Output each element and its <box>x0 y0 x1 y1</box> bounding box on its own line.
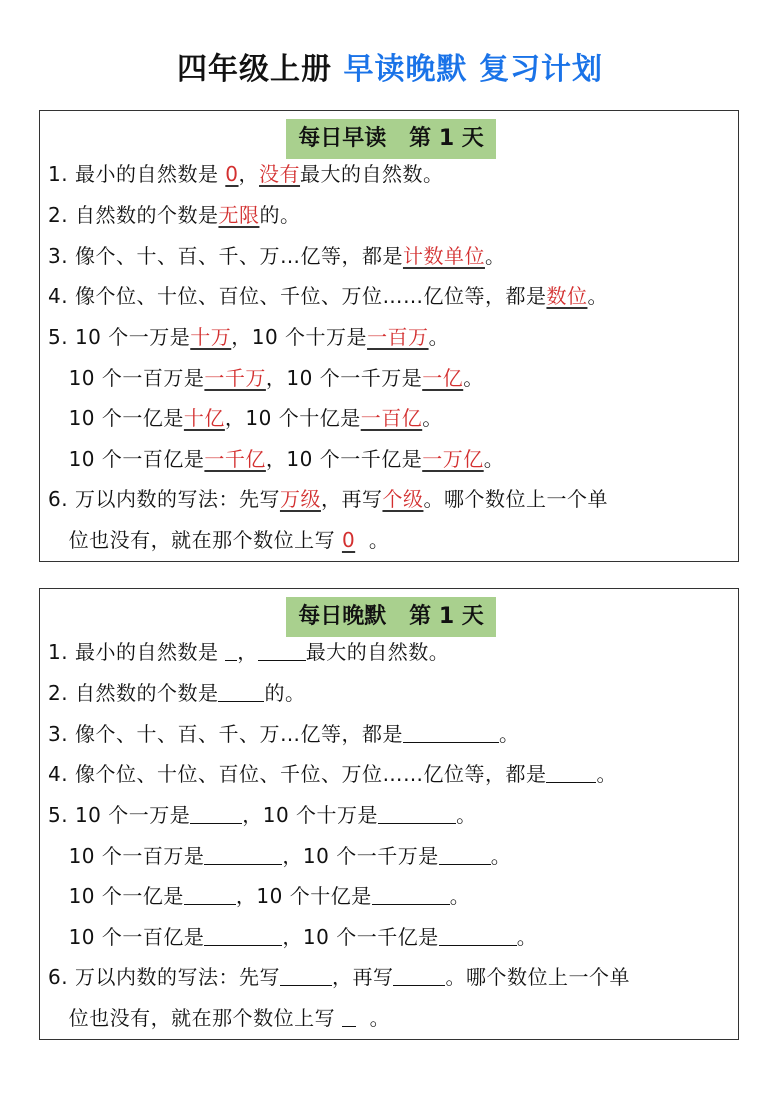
answer: 无限 <box>218 203 260 227</box>
evening-line-8 <box>48 922 537 952</box>
text: 4. 像个位、十位、百位、千位、万位……亿位等，都是 <box>48 762 547 786</box>
text: 。哪个数位上一个单 <box>423 487 608 511</box>
text: 10 个一百万是 <box>48 366 205 390</box>
morning-line-10 <box>48 525 389 555</box>
text: ，10 个十亿是 <box>224 406 361 430</box>
text: ，10 个一千万是 <box>282 844 439 868</box>
blank[interactable] <box>403 720 499 743</box>
text: 。 <box>490 844 512 868</box>
text: 。 <box>463 366 484 390</box>
blank[interactable] <box>342 1004 356 1027</box>
text: 3. 像个、十、百、千、万…亿等，都是 <box>48 244 403 268</box>
text: ，再写 <box>331 965 394 989</box>
text: 。 <box>484 244 506 268</box>
text: ， <box>237 640 258 664</box>
evening-line-6 <box>48 841 511 871</box>
text: 位也没有，就在那个数位上写 <box>48 528 342 552</box>
text: ，10 个一千亿是 <box>265 447 423 471</box>
blank[interactable] <box>258 638 306 661</box>
morning-line-3 <box>48 241 505 271</box>
evening-line-2 <box>48 678 305 708</box>
answer: 一百亿 <box>360 406 423 430</box>
answer: 没有 <box>259 162 301 186</box>
blank[interactable] <box>184 882 236 905</box>
blank[interactable] <box>372 882 450 905</box>
answer: 数位 <box>546 284 588 308</box>
text: ，10 个十万是 <box>242 803 379 827</box>
text: 。 <box>596 762 617 786</box>
blank[interactable] <box>218 679 264 702</box>
evening-line-1 <box>48 637 449 667</box>
text: 1. 最小的自然数是 <box>48 162 226 186</box>
text: ，10 个十万是 <box>231 325 368 349</box>
blank[interactable] <box>439 923 517 946</box>
morning-line-9 <box>48 484 608 514</box>
answer: 一百万 <box>367 325 429 349</box>
evening-line-7 <box>48 881 470 911</box>
text: 2. 自然数的个数是 <box>48 681 219 705</box>
text: 。 <box>428 325 450 349</box>
blank[interactable] <box>546 760 596 783</box>
text: 。 <box>587 284 608 308</box>
text: ，再写 <box>320 487 383 511</box>
morning-line-6 <box>48 363 484 393</box>
blank[interactable] <box>190 801 242 824</box>
blank[interactable] <box>225 638 237 661</box>
text: 10 个一百万是 <box>48 844 205 868</box>
text: ，10 个十亿是 <box>235 884 372 908</box>
evening-line-5 <box>48 800 477 830</box>
morning-line-8 <box>48 444 504 474</box>
evening-line-4 <box>48 759 617 789</box>
text: 1. 最小的自然数是 <box>48 640 226 664</box>
title-grade: 四年级上册 <box>177 52 344 87</box>
text: ，10 个一千亿是 <box>282 925 439 949</box>
text: 最大的自然数。 <box>305 640 450 664</box>
evening-dictation-box <box>39 588 739 1040</box>
text: 10 个一百亿是 <box>48 925 205 949</box>
text: 。 <box>422 406 443 430</box>
evening-heading: 每日晚默 第 1 天 <box>286 597 496 637</box>
morning-heading: 每日早读 第 1 天 <box>286 119 496 159</box>
evening-line-3 <box>48 719 519 749</box>
text: 。 <box>483 447 505 471</box>
text: ， <box>238 162 260 186</box>
text: 。 <box>355 1006 391 1030</box>
answer: 万级 <box>279 487 321 511</box>
text: 最大的自然数。 <box>300 162 444 186</box>
text: 10 个一百亿是 <box>48 447 205 471</box>
text: 10 个一亿是 <box>48 406 184 430</box>
blank[interactable] <box>393 963 445 986</box>
text: 。 <box>498 722 520 746</box>
text: 3. 像个、十、百、千、万…亿等，都是 <box>48 722 403 746</box>
title-plan: 早读晚默 复习计划 <box>343 52 603 87</box>
text: 2. 自然数的个数是 <box>48 203 219 227</box>
blank[interactable] <box>378 801 456 824</box>
text: 6. 万以内数的写法：先写 <box>48 965 280 989</box>
text: 4. 像个位、十位、百位、千位、万位……亿位等，都是 <box>48 284 547 308</box>
answer: 十亿 <box>183 406 225 430</box>
evening-line-10 <box>48 1003 390 1033</box>
answer: 0 <box>225 162 239 186</box>
text: 。 <box>456 803 477 827</box>
morning-line-5 <box>48 322 449 352</box>
evening-line-9 <box>48 962 630 992</box>
answer: 0 <box>341 528 356 552</box>
answer: 一亿 <box>422 366 464 390</box>
blank[interactable] <box>204 842 282 865</box>
text: 6. 万以内数的写法：先写 <box>48 487 280 511</box>
morning-reading-box <box>39 110 739 562</box>
text: 。哪个数位上一个单 <box>445 965 630 989</box>
text: ，10 个一千万是 <box>265 366 423 390</box>
page-title <box>0 48 780 92</box>
text: 。 <box>449 884 471 908</box>
morning-line-1 <box>48 159 444 189</box>
answer: 一万亿 <box>422 447 484 471</box>
text: 位也没有，就在那个数位上写 <box>48 1006 342 1030</box>
text: 。 <box>355 528 390 552</box>
morning-line-7 <box>48 403 443 433</box>
morning-line-4 <box>48 281 608 311</box>
text: 5. 10 个一万是 <box>48 325 191 349</box>
answer: 计数单位 <box>402 244 485 268</box>
blank[interactable] <box>204 923 282 946</box>
morning-line-2 <box>48 200 300 230</box>
text: 5. 10 个一万是 <box>48 803 191 827</box>
text: 。 <box>516 925 538 949</box>
text: 的。 <box>259 203 301 227</box>
answer: 十万 <box>190 325 232 349</box>
answer: 个级 <box>382 487 424 511</box>
text: 10 个一亿是 <box>48 884 184 908</box>
answer: 一千亿 <box>204 447 266 471</box>
blank[interactable] <box>439 842 491 865</box>
text: 的。 <box>264 681 306 705</box>
answer: 一千万 <box>204 366 266 390</box>
blank[interactable] <box>280 963 332 986</box>
